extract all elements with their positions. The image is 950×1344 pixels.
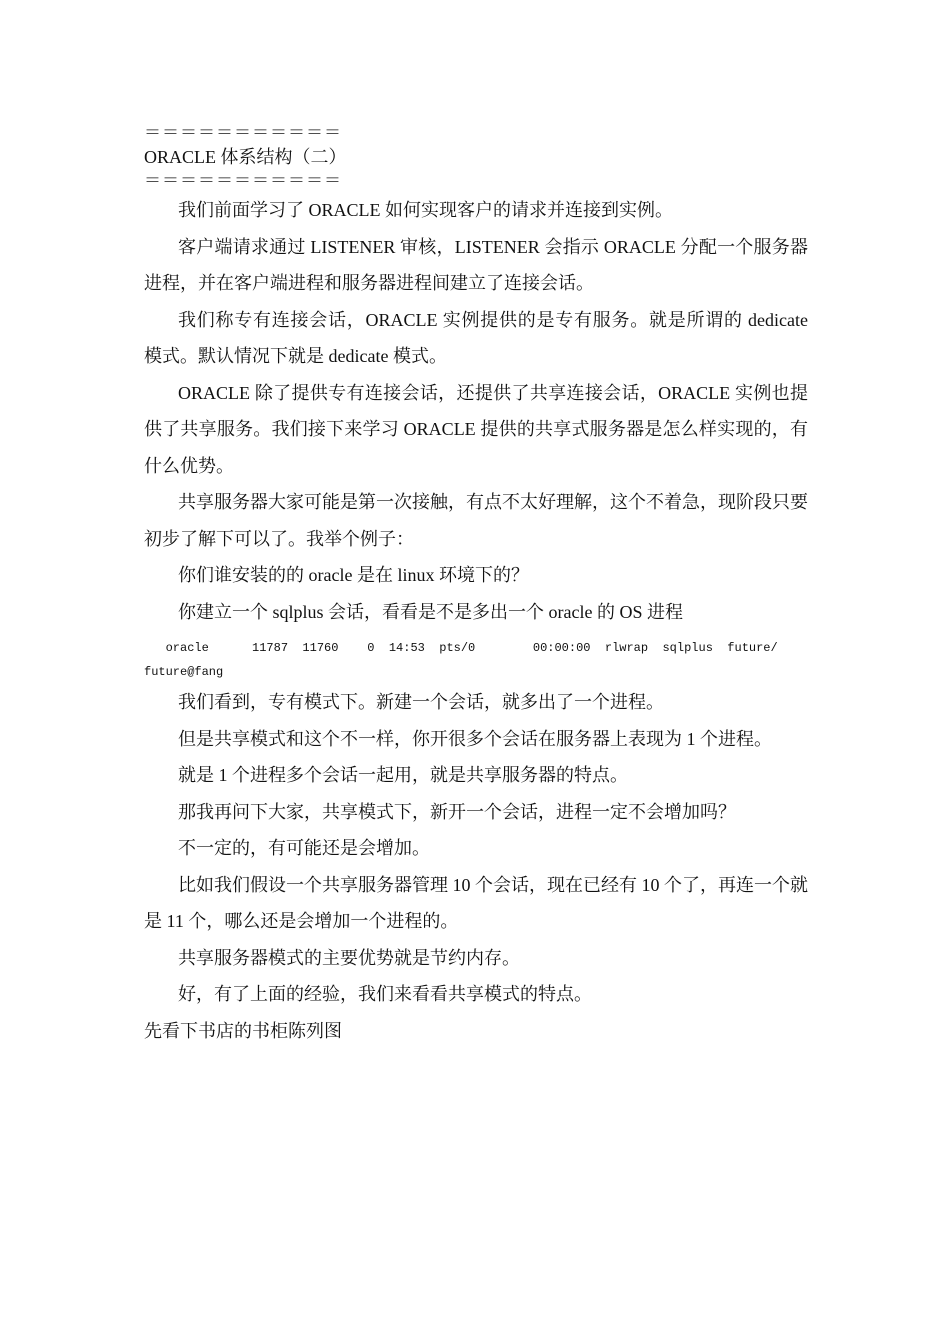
paragraph: 共享服务器大家可能是第一次接触，有点不太好理解，这个不着急，现阶段只要初步了解下可以了。我举个例子：	[144, 492, 808, 549]
paragraph: 我们称专有连接会话，ORACLE 实例提供的是专有服务。就是所谓的 dedicate 模式。默认情况下就是 dedicate 模式。	[144, 309, 808, 366]
paragraph: 好，有了上面的经验，我们来看看共享模式的特点。	[178, 984, 592, 1004]
paragraph: 我们前面学习了 ORACLE 如何实现客户的请求并连接到实例。	[178, 200, 673, 220]
paragraph: ORACLE 除了提供专有连接会话，还提供了共享连接会话，ORACLE 实例也提供了共享服务。我们接下来学习 ORACLE 提供的共享式服务器是怎么样实现的，有什么优势。	[144, 382, 808, 476]
paragraph: 比如我们假设一个共享服务器管理 10 个会话，现在已经有 10 个了，再连一个就是 11 个，哪么还是会增加一个进程的。	[144, 874, 808, 931]
paragraph: 你建立一个 sqlplus 会话，看看是不是多出一个 oracle 的 OS 进程	[178, 601, 683, 622]
paragraph: 不一定的，有可能还是会增加。	[178, 838, 430, 858]
paragraph: 我们看到，专有模式下。新建一个会话，就多出了一个进程。	[178, 692, 664, 712]
document-body	[144, 122, 808, 1049]
paragraph: 你们谁安装的的 oracle 是在 linux 环境下的？	[178, 565, 529, 585]
paragraph: 客户端请求通过 LISTENER 审核，LISTENER 会指示 ORACLE 分配一个服务器进程，并在客户端进程和服务器进程间建立了连接会话。	[144, 236, 808, 293]
closing-line: 先看下书店的书柜陈列图	[144, 1020, 342, 1041]
separator-top: ＝＝＝＝＝＝＝＝＝＝＝	[144, 123, 342, 142]
code-line: oracle 11787 11760 0 14:53 pts/0 00:00:00 rlwrap sqlplus future/	[144, 641, 778, 655]
paragraph: 那我再问下大家，共享模式下，新开一个会话，进程一定不会增加吗？	[178, 801, 736, 822]
paragraph: 共享服务器模式的主要优势就是节约内存。	[178, 947, 520, 968]
document-title: ORACLE 体系结构（二）	[144, 147, 347, 167]
paragraph: 就是 1 个进程多个会话一起用，就是共享服务器的特点。	[178, 765, 628, 785]
code-line-continued: future@fang	[144, 665, 224, 679]
paragraph: 但是共享模式和这个不一样，你开很多个会话在服务器上表现为 1 个进程。	[178, 728, 772, 749]
separator-bottom: ＝＝＝＝＝＝＝＝＝＝＝	[144, 171, 342, 190]
